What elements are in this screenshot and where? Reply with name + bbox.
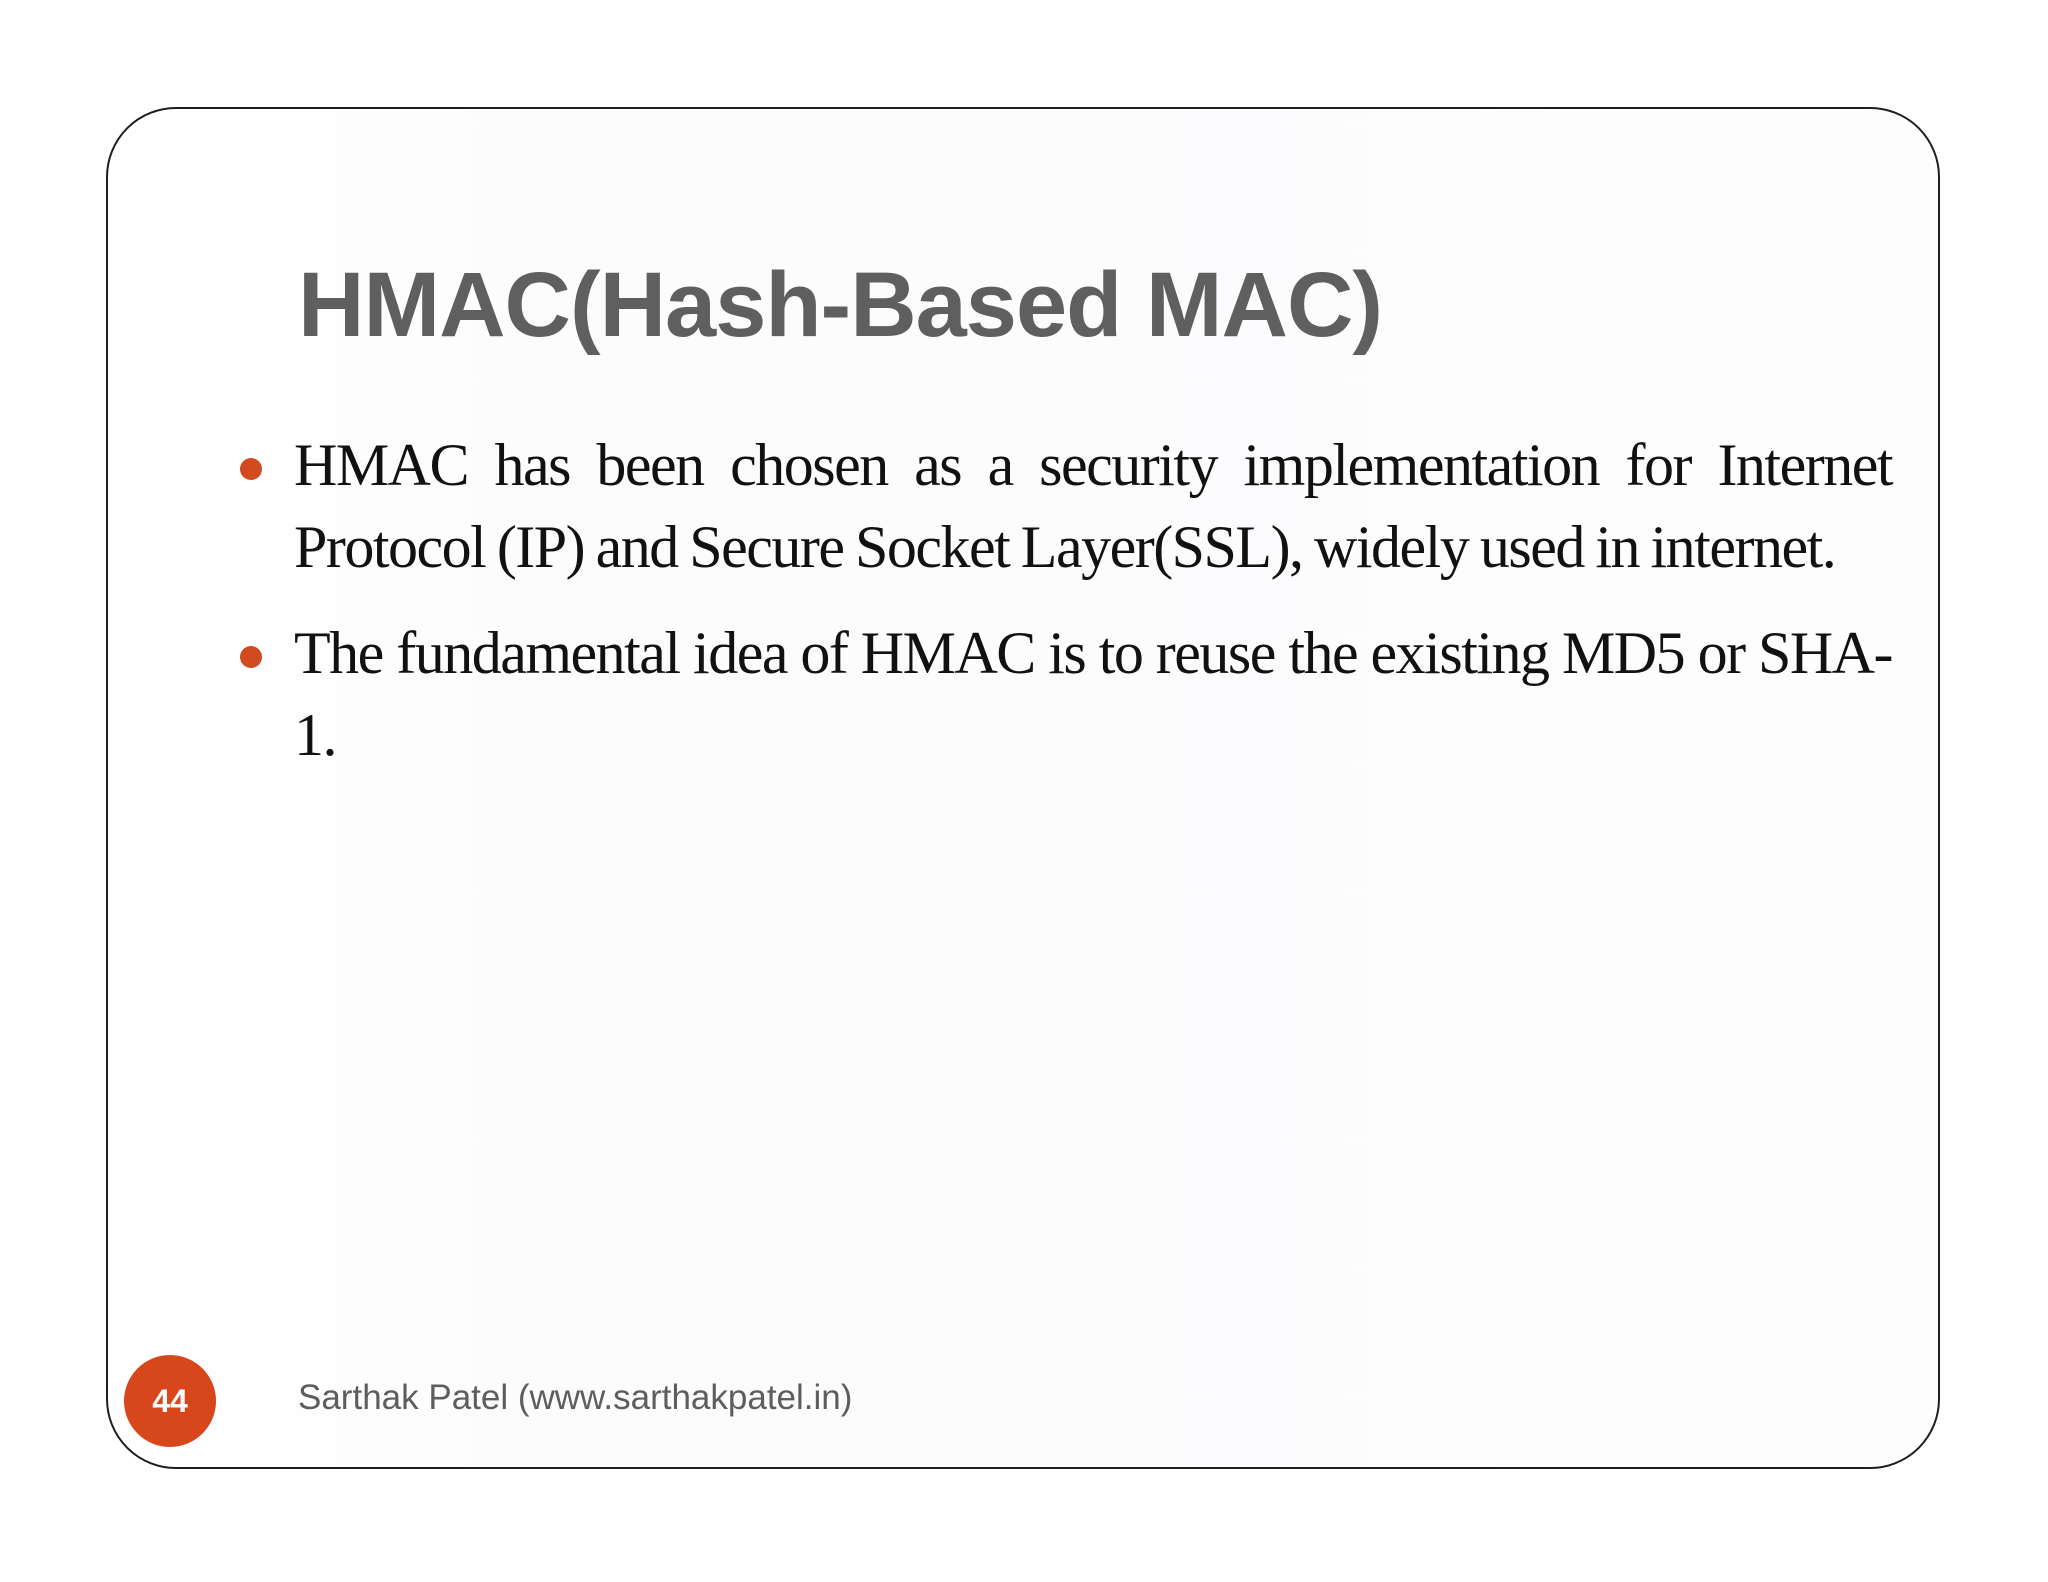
bullet-dot-icon [240,646,262,668]
slide-title: HMAC(Hash-Based MAC) [298,254,1383,356]
footer-text: Sarthak Patel (www.sarthakpatel.in) [298,1378,853,1417]
bullet-list [236,424,1892,800]
page-number-badge: 44 [124,1355,216,1447]
bullet-item-1 [236,424,1892,588]
bullet-text-2: The fundamental idea of HMAC is to reuse the existing MD5 or SHA-1. [294,620,1892,768]
bullet-item-2 [236,612,1892,776]
bullet-dot-icon [240,458,262,480]
bullet-text-1: HMAC has been chosen as a security implementation for Internet Protocol (IP) and Secure Socket Layer(SSL), widely used in internet. [294,432,1892,580]
